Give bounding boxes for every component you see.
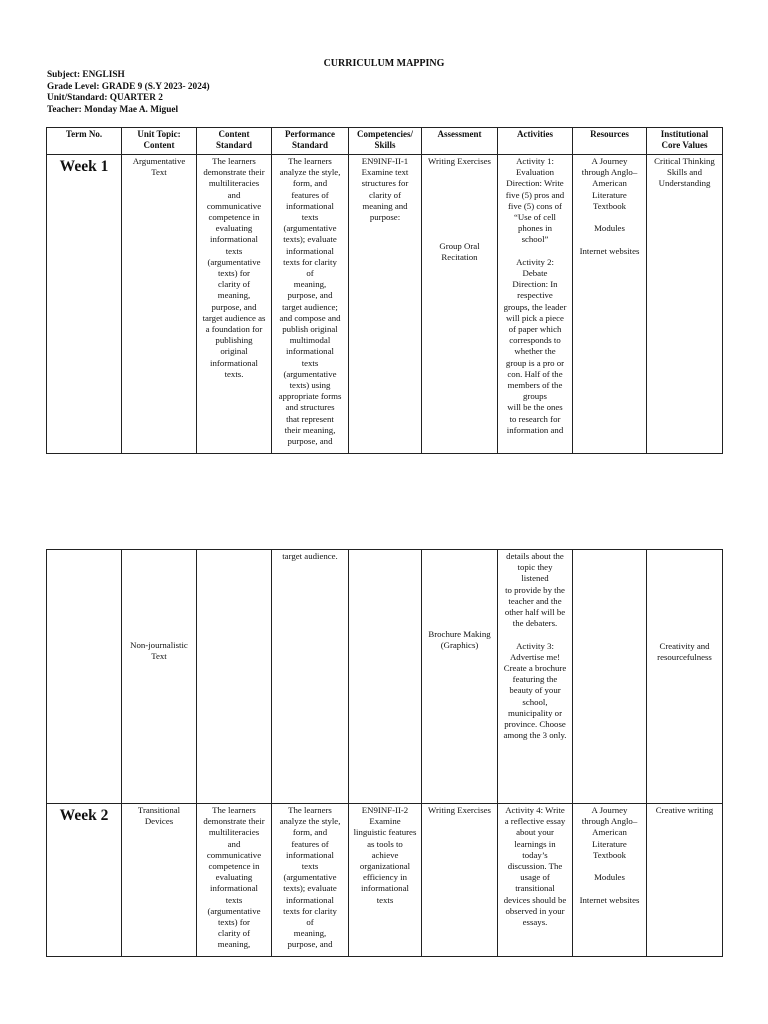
document-meta — [47, 70, 210, 116]
cell-activities: details about the topic they listened to provide by the teacher and the other half will be the debaters. Activity 3: Advertise me! Create a brochure featuring the beauty of your school, municipality or province. Choose among the 3 only. — [498, 550, 573, 804]
table-row-week2 — [47, 804, 723, 957]
cell-topic — [122, 550, 197, 804]
header-resources: Resources — [573, 128, 647, 155]
header-assessment: Assessment — [422, 128, 498, 155]
cell-assessment: Writing Exercises — [422, 804, 498, 957]
table-header-row — [47, 128, 723, 155]
header-term: Term No. — [47, 128, 122, 155]
cell-resources — [573, 550, 647, 804]
cell-assessment — [422, 550, 498, 804]
week-label: Week 1 — [59, 158, 109, 175]
cell-core-values: Creative writing — [647, 804, 723, 957]
cell-core-values: Critical Thinking Skills and Understanding — [647, 155, 723, 454]
curriculum-table-week2 — [46, 803, 723, 957]
cell-content-standard: The learners demonstrate their multiliteracies and communicative competence in evaluating informational texts (argumentative texts) for clarity of meaning, — [197, 804, 272, 957]
table-row-week1 — [47, 155, 723, 454]
cell-content-standard — [197, 550, 272, 804]
cell-competencies — [349, 550, 422, 804]
header-unit-topic: Unit Topic: Content — [122, 128, 197, 155]
table-row-continuation — [47, 550, 723, 804]
cell-activities: Activity 1: Evaluation Direction: Write five (5) pros and five (5) cons of “Use of cell phones in school” Activity 2: Debate Direction: In respective groups, the leader will pick a piece of paper which corresponds to whether the group is a pro or con. Half of the members of the groups will be the ones to research for information and — [498, 155, 573, 454]
document-title: CURRICULUM MAPPING — [323, 58, 445, 69]
cell-term — [47, 804, 122, 957]
cell-topic: Transitional Devices — [122, 804, 197, 957]
meta-unit-standard: Unit/Standard: QUARTER 2 — [47, 93, 163, 103]
meta-teacher: Teacher: Monday Mae A. Miguel — [47, 104, 179, 115]
topic-text: Non-journalistic Text — [130, 640, 188, 662]
header-core-values: Institutional Core Values — [647, 128, 723, 155]
cell-resources: A Journey through Anglo– American Literature Textbook Modules Internet websites — [573, 155, 647, 454]
meta-grade-level: Grade Level: GRADE 9 (S.Y 2023- 2024) — [47, 81, 210, 92]
header-activities: Activities — [498, 128, 573, 155]
cell-performance-standard: The learners analyze the style, form, and features of informational texts (argumentative texts); evaluate informational texts for clarity of meaning, purpose, and — [272, 804, 349, 957]
meta-subject: Subject: ENGLISH — [47, 70, 125, 80]
cell-assessment — [422, 155, 498, 454]
cell-content-standard: The learners demonstrate their multiliteracies and communicative competence in evaluating informational texts (argumentative texts) for clarity of meaning, purpose, and target audience as a foundation for publishing original informational texts. — [197, 155, 272, 454]
assessment-item: Writing Exercises — [428, 156, 491, 166]
cell-performance-standard: The learners analyze the style, form, and features of informational texts (argumentative texts); evaluate informational texts for clarity of meaning, purpose, and target audience; and compose and publish original multimodal informational texts (argumentative texts) using appropriate forms and structures that represent their meaning, purpose, and — [272, 155, 349, 454]
cell-core-values — [647, 550, 723, 804]
cell-term — [47, 550, 122, 804]
curriculum-table-continuation — [46, 549, 723, 804]
cell-activities: Activity 4: Write a reflective essay about your learnings in today’s discussion. The usage of transitional devices should be observed in your essays. — [498, 804, 573, 957]
cell-competencies: EN9INF-II-2 Examine linguistic features as tools to achieve organizational efficiency in informational texts — [349, 804, 422, 957]
cell-term — [47, 155, 122, 454]
assessment-item: Group Oral Recitation — [439, 241, 480, 263]
header-content-standard: Content Standard — [197, 128, 272, 155]
curriculum-table-week1 — [46, 127, 723, 454]
cell-resources: A Journey through Anglo– American Literature Textbook Modules Internet websites — [573, 804, 647, 957]
cell-competencies: EN9INF-II-1 Examine text structures for clarity of meaning and purpose: — [349, 155, 422, 454]
cell-performance-standard: target audience. — [272, 550, 349, 804]
week-label: Week 2 — [59, 807, 109, 824]
cell-topic: Argumentative Text — [122, 155, 197, 454]
header-competencies: Competencies/ Skills — [349, 128, 422, 155]
header-performance-standard: Performance Standard — [272, 128, 349, 155]
core-values-text: Creativity and resourcefulness — [657, 641, 712, 663]
assessment-item: Brochure Making (Graphics) — [428, 629, 491, 651]
